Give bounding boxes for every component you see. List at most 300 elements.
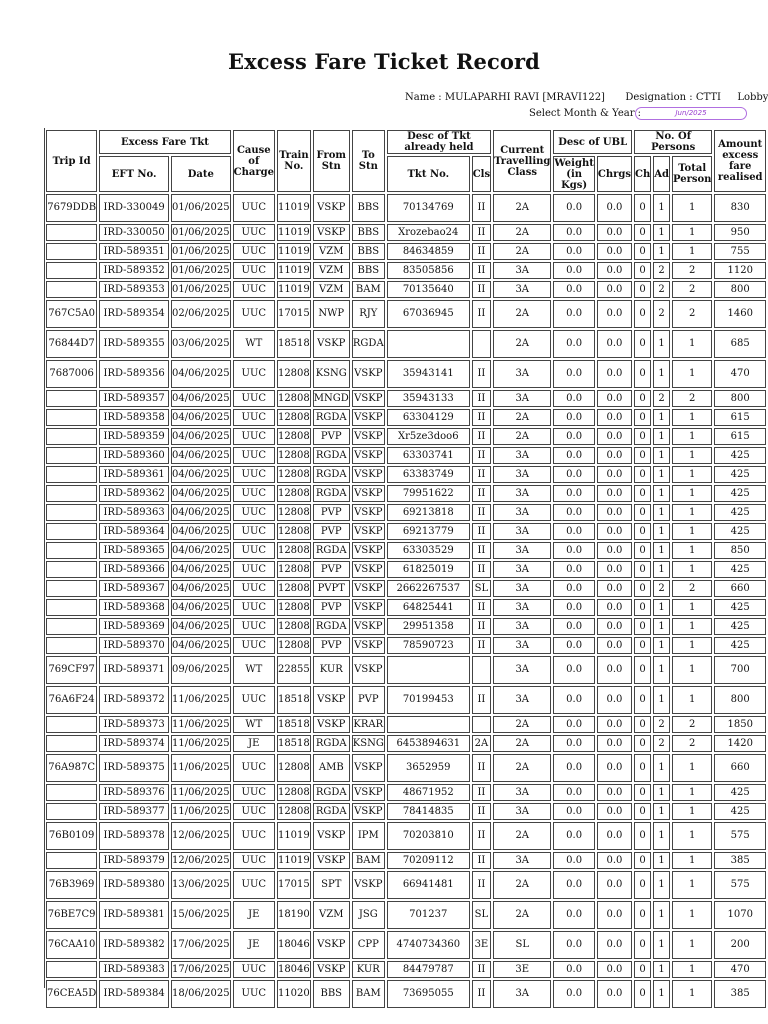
train-no-cell: 12808 <box>277 618 311 635</box>
amount-cell: 425 <box>714 784 766 801</box>
train-no-cell: 18046 <box>277 961 311 978</box>
cls-cell: 2A <box>472 735 491 752</box>
train-no-cell: 12808 <box>277 523 311 540</box>
date-cell: 01/06/2025 <box>171 262 231 279</box>
eft-no-cell: IRD-589373 <box>99 716 169 733</box>
total-person-cell: 1 <box>672 599 712 616</box>
cls-cell: 3E <box>472 931 491 959</box>
date-cell: 17/06/2025 <box>171 931 231 959</box>
trip-id-cell: 76A6F24 <box>46 686 97 714</box>
tkt-no-cell: 70134769 <box>387 194 470 222</box>
eft-no-cell: IRD-589384 <box>99 980 169 1008</box>
cls-cell: II <box>472 784 491 801</box>
train-no-cell: 18518 <box>277 330 311 358</box>
current-class-cell: 3A <box>493 637 551 654</box>
current-class-cell: 2A <box>493 822 551 850</box>
child-count-cell: 0 <box>634 901 651 929</box>
current-class-cell: 2A <box>493 194 551 222</box>
total-person-cell: 1 <box>672 542 712 559</box>
adult-count-cell: 1 <box>653 243 670 260</box>
child-count-cell: 0 <box>634 716 651 733</box>
adult-count-cell: 1 <box>653 428 670 445</box>
weight-cell: 0.0 <box>553 523 594 540</box>
excess-fare-table <box>44 128 768 1010</box>
adult-count-cell: 2 <box>653 390 670 407</box>
table-row <box>46 686 766 714</box>
weight-cell: 0.0 <box>553 428 594 445</box>
date-cell: 04/06/2025 <box>171 637 231 654</box>
adult-count-cell: 2 <box>653 735 670 752</box>
chrgs-cell: 0.0 <box>597 194 632 222</box>
from-stn-cell: VZM <box>313 262 350 279</box>
chrgs-cell: 0.0 <box>597 262 632 279</box>
weight-cell: 0.0 <box>553 822 594 850</box>
cause-cell: WT <box>233 656 275 684</box>
train-no-cell: 18518 <box>277 716 311 733</box>
eft-no-cell: IRD-589359 <box>99 428 169 445</box>
current-class-cell: SL <box>493 931 551 959</box>
total-person-cell: 1 <box>672 803 712 820</box>
train-no-cell: 12808 <box>277 542 311 559</box>
eft-no-cell: IRD-589377 <box>99 803 169 820</box>
cls-cell: II <box>472 243 491 260</box>
date-cell: 04/06/2025 <box>171 447 231 464</box>
current-class-cell: 3A <box>493 599 551 616</box>
cause-cell: UUC <box>233 281 275 298</box>
trip-id-cell <box>46 390 97 407</box>
cls-cell: II <box>472 686 491 714</box>
header-date: Date <box>171 156 231 192</box>
tkt-no-cell: 79951622 <box>387 485 470 502</box>
date-cell: 04/06/2025 <box>171 523 231 540</box>
total-person-cell: 1 <box>672 822 712 850</box>
total-person-cell: 2 <box>672 735 712 752</box>
cause-cell: UUC <box>233 194 275 222</box>
tkt-no-cell: 63304129 <box>387 409 470 426</box>
trip-id-cell <box>46 561 97 578</box>
adult-count-cell: 2 <box>653 716 670 733</box>
header-weight: Weight (in Kgs) <box>554 157 594 191</box>
total-person-cell: 2 <box>672 262 712 279</box>
train-no-cell: 12808 <box>277 428 311 445</box>
train-no-cell: 17015 <box>277 871 311 899</box>
table-row <box>46 871 766 899</box>
to-stn-cell: VSKP <box>352 784 385 801</box>
child-count-cell: 0 <box>634 580 651 597</box>
weight-cell: 0.0 <box>553 300 594 328</box>
current-class-cell: 3A <box>493 656 551 684</box>
total-person-cell: 1 <box>672 637 712 654</box>
total-person-cell: 2 <box>672 281 712 298</box>
header-desc-tkt: Desc of Tkt already held <box>387 130 491 154</box>
adult-count-cell: 1 <box>653 360 670 388</box>
weight-cell: 0.0 <box>553 656 594 684</box>
to-stn-cell: VSKP <box>352 637 385 654</box>
to-stn-cell: VSKP <box>352 871 385 899</box>
adult-count-cell: 1 <box>653 330 670 358</box>
trip-id-cell <box>46 637 97 654</box>
amount-cell: 1420 <box>714 735 766 752</box>
child-count-cell: 0 <box>634 980 651 1008</box>
date-cell: 04/06/2025 <box>171 580 231 597</box>
amount-cell: 575 <box>714 871 766 899</box>
child-count-cell: 0 <box>634 194 651 222</box>
eft-no-cell: IRD-589361 <box>99 466 169 483</box>
amount-cell: 425 <box>714 803 766 820</box>
current-class-cell: 3A <box>493 466 551 483</box>
eft-no-cell: IRD-589370 <box>99 637 169 654</box>
from-stn-cell: RGDA <box>313 784 350 801</box>
cause-cell: UUC <box>233 409 275 426</box>
chrgs-cell: 0.0 <box>597 390 632 407</box>
adult-count-cell: 1 <box>653 194 670 222</box>
trip-id-cell: 7687006 <box>46 360 97 388</box>
child-count-cell: 0 <box>634 390 651 407</box>
total-person-cell: 1 <box>672 931 712 959</box>
table-row <box>46 523 766 540</box>
from-stn-cell: VSKP <box>313 822 350 850</box>
from-stn-cell: PVP <box>313 428 350 445</box>
tkt-no-cell: 29951358 <box>387 618 470 635</box>
weight-cell: 0.0 <box>553 871 594 899</box>
to-stn-cell: CPP <box>352 931 385 959</box>
child-count-cell: 0 <box>634 542 651 559</box>
date-cell: 01/06/2025 <box>171 281 231 298</box>
total-person-cell: 1 <box>672 409 712 426</box>
date-cell: 01/06/2025 <box>171 224 231 241</box>
cls-cell: II <box>472 803 491 820</box>
to-stn-cell: RGDA <box>352 330 385 358</box>
train-no-cell: 12808 <box>277 485 311 502</box>
to-stn-cell: VSKP <box>352 428 385 445</box>
trip-id-cell <box>46 618 97 635</box>
weight-cell: 0.0 <box>553 561 594 578</box>
total-person-cell: 1 <box>672 871 712 899</box>
cls-cell: II <box>472 871 491 899</box>
eft-no-cell: IRD-589357 <box>99 390 169 407</box>
tkt-no-cell: 73695055 <box>387 980 470 1008</box>
train-no-cell: 11019 <box>277 262 311 279</box>
month-year-input[interactable]: Jun/2025 <box>635 107 747 120</box>
chrgs-cell: 0.0 <box>597 686 632 714</box>
tkt-no-cell <box>387 330 470 358</box>
cls-cell: II <box>472 754 491 782</box>
weight-cell: 0.0 <box>553 194 594 222</box>
table-row <box>46 262 766 279</box>
child-count-cell: 0 <box>634 224 651 241</box>
weight-cell: 0.0 <box>553 360 594 388</box>
trip-id-cell: 76B0109 <box>46 822 97 850</box>
eft-no-cell: IRD-589372 <box>99 686 169 714</box>
tkt-no-cell: 69213818 <box>387 504 470 521</box>
to-stn-cell: VSKP <box>352 447 385 464</box>
trip-id-cell <box>46 542 97 559</box>
train-no-cell: 18518 <box>277 735 311 752</box>
chrgs-cell: 0.0 <box>597 803 632 820</box>
from-stn-cell: RGDA <box>313 618 350 635</box>
to-stn-cell: BAM <box>352 281 385 298</box>
train-no-cell: 12808 <box>277 390 311 407</box>
eft-no-cell: IRD-589358 <box>99 409 169 426</box>
cls-cell: SL <box>472 580 491 597</box>
designation-value: CTTI <box>695 92 721 103</box>
to-stn-cell: RJY <box>352 300 385 328</box>
cause-cell: UUC <box>233 754 275 782</box>
table-row <box>46 428 766 445</box>
amount-cell: 425 <box>714 523 766 540</box>
from-stn-cell: VZM <box>313 281 350 298</box>
from-stn-cell: RGDA <box>313 485 350 502</box>
tkt-no-cell: 84634859 <box>387 243 470 260</box>
eft-no-cell: IRD-330049 <box>99 194 169 222</box>
date-cell: 04/06/2025 <box>171 542 231 559</box>
cls-cell: II <box>472 961 491 978</box>
to-stn-cell: VSKP <box>352 504 385 521</box>
total-person-cell: 1 <box>672 784 712 801</box>
cause-cell: UUC <box>233 360 275 388</box>
to-stn-cell: VSKP <box>352 542 385 559</box>
name-label: Name : <box>405 92 442 103</box>
date-cell: 11/06/2025 <box>171 735 231 752</box>
current-class-cell: 3A <box>493 561 551 578</box>
weight-cell: 0.0 <box>553 466 594 483</box>
tkt-no-cell: 64825441 <box>387 599 470 616</box>
header-total: Total Person <box>672 156 712 192</box>
child-count-cell: 0 <box>634 281 651 298</box>
child-count-cell: 0 <box>634 686 651 714</box>
weight-cell: 0.0 <box>553 281 594 298</box>
total-person-cell: 1 <box>672 428 712 445</box>
cls-cell <box>472 656 491 684</box>
eft-no-cell: IRD-589368 <box>99 599 169 616</box>
eft-no-cell: IRD-589351 <box>99 243 169 260</box>
current-class-cell: 3A <box>493 485 551 502</box>
weight-cell: 0.0 <box>553 409 594 426</box>
table-viewport[interactable] <box>44 128 768 999</box>
total-person-cell: 1 <box>672 754 712 782</box>
eft-no-cell: IRD-589364 <box>99 523 169 540</box>
tkt-no-cell: 70199453 <box>387 686 470 714</box>
cls-cell: II <box>472 281 491 298</box>
date-cell: 12/06/2025 <box>171 852 231 869</box>
from-stn-cell: KUR <box>313 656 350 684</box>
trip-id-cell: 76A987C <box>46 754 97 782</box>
tkt-no-cell: 6453894631 <box>387 735 470 752</box>
weight-cell: 0.0 <box>553 580 594 597</box>
weight-cell: 0.0 <box>553 980 594 1008</box>
amount-cell: 385 <box>714 852 766 869</box>
weight-cell: 0.0 <box>553 637 594 654</box>
amount-cell: 685 <box>714 330 766 358</box>
total-person-cell: 1 <box>672 523 712 540</box>
current-class-cell: 3A <box>493 262 551 279</box>
child-count-cell: 0 <box>634 447 651 464</box>
adult-count-cell: 1 <box>653 466 670 483</box>
weight-cell: 0.0 <box>553 243 594 260</box>
child-count-cell: 0 <box>634 735 651 752</box>
train-no-cell: 12808 <box>277 803 311 820</box>
from-stn-cell: RGDA <box>313 542 350 559</box>
current-class-cell: 2A <box>493 330 551 358</box>
trip-id-cell: 769CF97 <box>46 656 97 684</box>
total-person-cell: 1 <box>672 561 712 578</box>
cls-cell: II <box>472 262 491 279</box>
from-stn-cell: RGDA <box>313 466 350 483</box>
date-cell: 04/06/2025 <box>171 428 231 445</box>
chrgs-cell: 0.0 <box>597 599 632 616</box>
current-class-cell: 3A <box>493 390 551 407</box>
train-no-cell: 12808 <box>277 754 311 782</box>
tkt-no-cell: 63303741 <box>387 447 470 464</box>
amount-cell: 800 <box>714 281 766 298</box>
eft-no-cell: IRD-589356 <box>99 360 169 388</box>
current-class-cell: 3A <box>493 980 551 1008</box>
tkt-no-cell: 70209112 <box>387 852 470 869</box>
to-stn-cell: BBS <box>352 224 385 241</box>
current-class-cell: 2A <box>493 754 551 782</box>
total-person-cell: 1 <box>672 243 712 260</box>
to-stn-cell: VSKP <box>352 618 385 635</box>
header-trip-id: Trip Id <box>46 130 97 192</box>
to-stn-cell: VSKP <box>352 599 385 616</box>
table-row <box>46 485 766 502</box>
tkt-no-cell: 3652959 <box>387 754 470 782</box>
total-person-cell: 1 <box>672 980 712 1008</box>
child-count-cell: 0 <box>634 961 651 978</box>
child-count-cell: 0 <box>634 330 651 358</box>
cls-cell: II <box>472 599 491 616</box>
cause-cell: JE <box>233 931 275 959</box>
adult-count-cell: 1 <box>653 901 670 929</box>
eft-no-cell: IRD-589365 <box>99 542 169 559</box>
from-stn-cell: RGDA <box>313 735 350 752</box>
cls-cell: II <box>472 409 491 426</box>
child-count-cell: 0 <box>634 656 651 684</box>
cause-cell: UUC <box>233 224 275 241</box>
eft-no-cell: IRD-589375 <box>99 754 169 782</box>
table-row <box>46 447 766 464</box>
eft-no-cell: IRD-589354 <box>99 300 169 328</box>
current-class-cell: 3A <box>493 803 551 820</box>
total-person-cell: 2 <box>672 580 712 597</box>
date-cell: 04/06/2025 <box>171 466 231 483</box>
tkt-no-cell: 67036945 <box>387 300 470 328</box>
adult-count-cell: 1 <box>653 447 670 464</box>
tkt-no-cell: 63303529 <box>387 542 470 559</box>
from-stn-cell: VZM <box>313 243 350 260</box>
weight-cell: 0.0 <box>553 716 594 733</box>
cause-cell: UUC <box>233 637 275 654</box>
eft-no-cell: IRD-589378 <box>99 822 169 850</box>
child-count-cell: 0 <box>634 637 651 654</box>
eft-no-cell: IRD-589382 <box>99 931 169 959</box>
train-no-cell: 12808 <box>277 447 311 464</box>
eft-no-cell: IRD-589376 <box>99 784 169 801</box>
from-stn-cell: PVP <box>313 504 350 521</box>
weight-cell: 0.0 <box>553 599 594 616</box>
from-stn-cell: VSKP <box>313 194 350 222</box>
table-row <box>46 901 766 929</box>
cause-cell: UUC <box>233 822 275 850</box>
weight-cell: 0.0 <box>553 754 594 782</box>
child-count-cell: 0 <box>634 784 651 801</box>
adult-count-cell: 1 <box>653 618 670 635</box>
adult-count-cell: 1 <box>653 561 670 578</box>
from-stn-cell: VSKP <box>313 716 350 733</box>
amount-cell: 470 <box>714 360 766 388</box>
chrgs-cell: 0.0 <box>597 243 632 260</box>
tkt-no-cell: 66941481 <box>387 871 470 899</box>
chrgs-cell: 0.0 <box>597 580 632 597</box>
eft-no-cell: IRD-589353 <box>99 281 169 298</box>
adult-count-cell: 1 <box>653 931 670 959</box>
current-class-cell: 3A <box>493 360 551 388</box>
to-stn-cell: VSKP <box>352 485 385 502</box>
tkt-no-cell: 4740734360 <box>387 931 470 959</box>
amount-cell: 425 <box>714 561 766 578</box>
adult-count-cell: 1 <box>653 822 670 850</box>
weight-cell: 0.0 <box>553 852 594 869</box>
to-stn-cell: BAM <box>352 980 385 1008</box>
adult-count-cell: 1 <box>653 504 670 521</box>
current-class-cell: 2A <box>493 735 551 752</box>
amount-cell: 425 <box>714 447 766 464</box>
cause-cell: UUC <box>233 523 275 540</box>
cls-cell: II <box>472 447 491 464</box>
lobby-label: Lobby <box>737 92 768 103</box>
date-cell: 03/06/2025 <box>171 330 231 358</box>
child-count-cell: 0 <box>634 485 651 502</box>
trip-id-cell <box>46 852 97 869</box>
eft-no-cell: IRD-589352 <box>99 262 169 279</box>
cause-cell: UUC <box>233 466 275 483</box>
trip-id-cell <box>46 466 97 483</box>
date-cell: 18/06/2025 <box>171 980 231 1008</box>
cause-cell: UUC <box>233 580 275 597</box>
child-count-cell: 0 <box>634 822 651 850</box>
cause-cell: UUC <box>233 961 275 978</box>
table-row <box>46 656 766 684</box>
to-stn-cell: JSG <box>352 901 385 929</box>
eft-no-cell: IRD-589360 <box>99 447 169 464</box>
from-stn-cell: BBS <box>313 980 350 1008</box>
cause-cell: UUC <box>233 980 275 1008</box>
eft-no-cell: IRD-589366 <box>99 561 169 578</box>
adult-count-cell: 1 <box>653 542 670 559</box>
cause-cell: UUC <box>233 871 275 899</box>
date-cell: 17/06/2025 <box>171 961 231 978</box>
table-row <box>46 961 766 978</box>
table-row <box>46 360 766 388</box>
trip-id-cell: 76BE7C9 <box>46 901 97 929</box>
table-row <box>46 300 766 328</box>
date-cell: 01/06/2025 <box>171 243 231 260</box>
chrgs-cell: 0.0 <box>597 901 632 929</box>
from-stn-cell: PVP <box>313 561 350 578</box>
trip-id-cell <box>46 262 97 279</box>
trip-id-cell: 76CEA5D <box>46 980 97 1008</box>
amount-cell: 470 <box>714 961 766 978</box>
chrgs-cell: 0.0 <box>597 784 632 801</box>
date-cell: 04/06/2025 <box>171 561 231 578</box>
total-person-cell: 1 <box>672 330 712 358</box>
to-stn-cell: IPM <box>352 822 385 850</box>
train-no-cell: 17015 <box>277 300 311 328</box>
from-stn-cell: PVP <box>313 523 350 540</box>
child-count-cell: 0 <box>634 618 651 635</box>
trip-id-cell: 7679DDB <box>46 194 97 222</box>
from-stn-cell: VZM <box>313 901 350 929</box>
